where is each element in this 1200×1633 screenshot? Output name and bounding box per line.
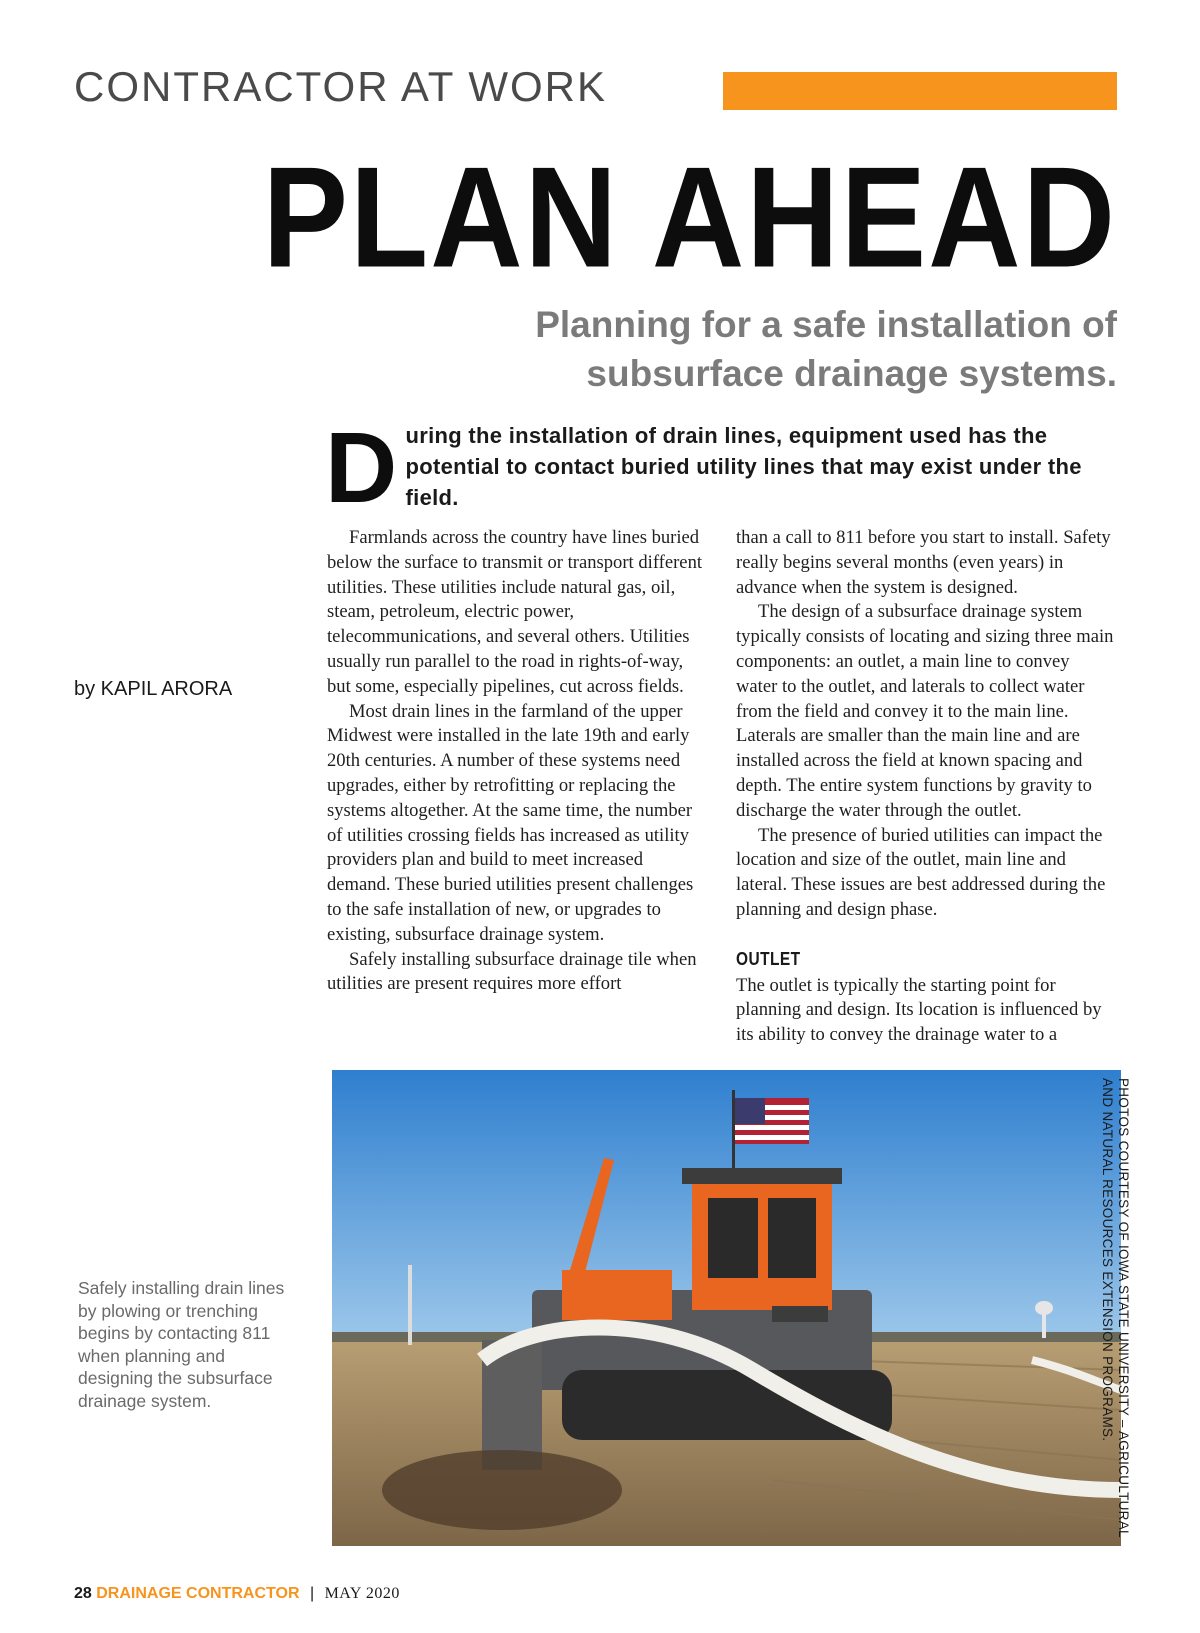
paragraph: Farmlands across the country have lines buried below the surface to transmit or transport different utilities. These utilities include natural gas, oil, steam, petroleum, electric power, telecommunications, and several others. Utilities usually run parallel to the road in rights-of-way, but some, especially pipelines, cut across fields.: [327, 527, 703, 697]
page-number: 28: [74, 1585, 92, 1602]
paragraph: Safely installing subsurface drainage tile when utilities are present requires more effort: [327, 948, 697, 995]
subtitle: [437, 300, 1117, 398]
article-photo: [332, 1070, 1121, 1546]
lede-paragraph: [325, 412, 1117, 524]
body-column-2: [736, 526, 1114, 1048]
paragraph: The outlet is typically the starting point for planning and design. Its location is influenced by its ability to convey the drainage water to a: [736, 974, 1102, 1046]
issue-date: MAY 2020: [324, 1585, 400, 1602]
lede-text: uring the installation of drain lines, equipment used has the potential to contact buried utility lines that may exist under the field.: [405, 423, 1082, 510]
track: [562, 1370, 892, 1440]
utility-pole: [408, 1265, 412, 1345]
photo-caption: Safely installing drain lines by plowing or trenching begins by contacting 811 when planning and designing the subsurface drainage system.: [78, 1278, 285, 1411]
body-column-1: [327, 526, 705, 997]
drop-cap: D: [325, 412, 398, 524]
paragraph: Most drain lines in the farmland of the upper Midwest were installed in the late 19th and early 20th centuries. A number of these systems need upgrades, either by retrofitting or replacing the systems altogether. At the same time, the number of utilities crossing fields has increased as utility providers plan and build to meet increased demand. These buried utilities present challenges to the safe installation of new, or upgrades to existing, subsurface drainage system.: [327, 700, 694, 945]
drainage-plow-illustration: [332, 1070, 1121, 1546]
footer-separator: |: [309, 1585, 315, 1602]
section-label: CONTRACTOR AT WORK: [74, 63, 608, 110]
paragraph: than a call to 811 before you start to install. Safety really begins several months (even years) in advance when the system is designed.: [736, 527, 1111, 598]
paragraph: The presence of buried utilities can impact the location and size of the outlet, main line and lateral. These issues are best addressed during the planning and design phase.: [736, 824, 1106, 920]
section-accent-bar: [723, 72, 1117, 110]
headline: PLAN AHEAD: [262, 137, 1117, 298]
subtitle-line-1: Planning for a safe installation of: [535, 304, 1117, 345]
us-flag: [735, 1098, 809, 1144]
section-subhead: OUTLET: [736, 948, 801, 969]
photo-credit-line-2: AND NATURAL RESOURCES EXTENSION PROGRAMS.: [1100, 1078, 1115, 1442]
byline: by KAPIL ARORA: [74, 678, 233, 700]
page-footer: [74, 1585, 400, 1603]
flag-pole: [732, 1090, 735, 1180]
photo-credit-line-1: PHOTOS COURTESY OF IOWA STATE UNIVERSITY – AGRICULTURAL: [1116, 1078, 1131, 1538]
soil-spoil: [382, 1450, 622, 1530]
subtitle-line-2: subsurface drainage systems.: [586, 353, 1117, 394]
magazine-name: DRAINAGE CONTRACTOR: [96, 1585, 300, 1602]
paragraph: The design of a subsurface drainage system typically consists of locating and sizing three main components: an outlet, a main line to convey water to the outlet, and laterals to collect water from the field and convey it to the main line. Laterals are smaller than the main line and are installed across the field at known spacing and depth. The entire system functions by gravity to discharge the water through the outlet.: [736, 601, 1114, 821]
photo-credit: [1099, 1078, 1131, 1558]
